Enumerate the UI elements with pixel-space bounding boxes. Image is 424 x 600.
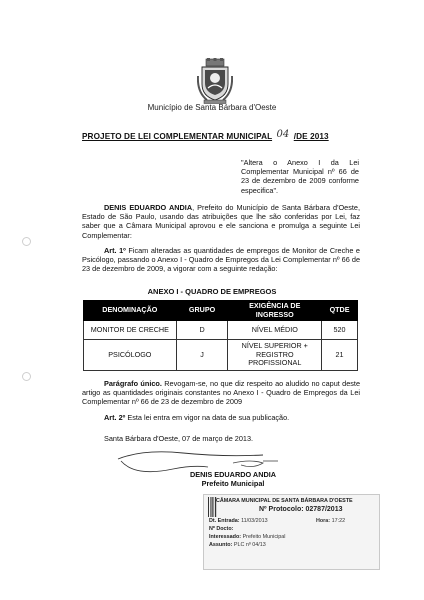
employment-table	[83, 300, 358, 371]
article-2	[82, 413, 360, 422]
cell-denominacao: MONITOR DE CRECHE	[84, 321, 177, 340]
stamp-interested	[209, 534, 285, 540]
stamp-time-value: 17:22	[331, 518, 346, 524]
stamp-entry-value: 11/03/2013	[241, 518, 268, 524]
sole-paragraph-text: Revogam-se, no que diz respeito ao aludido no caput deste artigo as quantidades originais constantes no Anexo I - Quadro de Empregos da Lei Complementar nº 66 de 23 de dezembro de 2009	[82, 379, 360, 407]
stamp-subject	[209, 542, 266, 548]
header-qtde: QTDE	[322, 301, 358, 321]
header-grupo: GRUPO	[176, 301, 228, 321]
table-header-row	[84, 301, 358, 321]
stamp-document	[209, 526, 233, 532]
municipality-name: Município de Santa Bárbara d'Oeste	[147, 103, 277, 112]
cell-qtde: 520	[322, 321, 358, 340]
stamp-time-label: Hora:	[316, 518, 331, 524]
table-row	[84, 321, 358, 340]
stamp-title: CÂMARA MUNICIPAL DE SANTA BÁRBARA D'OESTE	[216, 498, 353, 504]
preamble-paragraph	[82, 203, 360, 240]
preamble-text: , Prefeito do Município de Santa Bárbara d'Oeste, Estado de São Paulo, usando das atribuições que lhe são conferidas por Lei, faz saber que a Câmara Municipal aprovou e ele sanciona e promulga a seguinte Lei Complementar:	[82, 203, 360, 240]
bill-number-handwritten: 04	[276, 129, 290, 140]
preamble-name: DENIS EDUARDO ANDIA	[104, 203, 193, 212]
binder-hole	[22, 372, 31, 381]
signer-role: Prefeito Municipal	[201, 479, 265, 488]
cell-exigencia: NÍVEL MÉDIO	[228, 321, 322, 340]
article-1-label: Art. 1º	[104, 246, 126, 255]
protocol-stamp	[203, 494, 380, 570]
stamp-entry-date	[209, 518, 268, 524]
stamp-entry-label: Dt. Entrada:	[209, 518, 240, 524]
binder-hole	[22, 237, 31, 246]
cell-denominacao: PSICÓLOGO	[84, 340, 177, 371]
stamp-time	[316, 518, 345, 524]
sole-paragraph-label: Parágrafo único.	[104, 379, 162, 388]
signer-block	[183, 470, 283, 488]
stamp-subject-value: PLC nº 04/13	[233, 542, 266, 548]
stamp-interested-label: Interessado:	[209, 534, 242, 540]
bill-title	[82, 131, 329, 142]
bill-title-prefix: PROJETO DE LEI COMPLEMENTAR MUNICIPAL	[82, 132, 273, 141]
stamp-protocol-number: Nº Protocolo: 02787/2013	[259, 506, 343, 513]
cell-qtde: 21	[322, 340, 358, 371]
cell-grupo: D	[176, 321, 228, 340]
bill-title-suffix: /DE 2013	[293, 132, 329, 141]
article-1-text: Ficam alteradas as quantidades de empregos de Monitor de Creche e Psicólogo, passando o Anexo I - Quadro de Empregos da Lei Complementar nº 66 de 23 de dezembro de 2009, a vigorar com a seguinte redação:	[82, 246, 360, 274]
stamp-subject-label: Assunto:	[209, 542, 233, 548]
table-row	[84, 340, 358, 371]
article-1	[82, 246, 360, 274]
cell-exigencia: NÍVEL SUPERIOR + REGISTRO PROFISSIONAL	[228, 340, 322, 371]
annex-title: ANEXO I - QUADRO DE EMPREGOS	[147, 287, 277, 296]
stamp-document-label: Nº Docto:	[209, 526, 234, 532]
signer-name: DENIS EDUARDO ANDIA	[189, 470, 277, 479]
header-exigencia: EXIGÊNCIA DE INGRESSO	[228, 301, 322, 321]
date-line: Santa Bárbara d'Oeste, 07 de março de 2013.	[104, 434, 254, 443]
article-2-text: Esta lei entra em vigor na data de sua publicação.	[125, 413, 290, 422]
municipal-coat-of-arms	[197, 58, 233, 104]
sole-paragraph	[82, 379, 360, 407]
header-denominacao: DENOMINAÇÃO	[84, 301, 177, 321]
bill-summary: "Altera o Anexo I da Lei Complementar Municipal nº 66 de 23 de dezembro de 2009 conforme especifica".	[241, 158, 359, 195]
article-2-label: Art. 2º	[104, 413, 126, 422]
cell-grupo: J	[176, 340, 228, 371]
stamp-interested-value: Prefeito Municipal	[242, 534, 286, 540]
